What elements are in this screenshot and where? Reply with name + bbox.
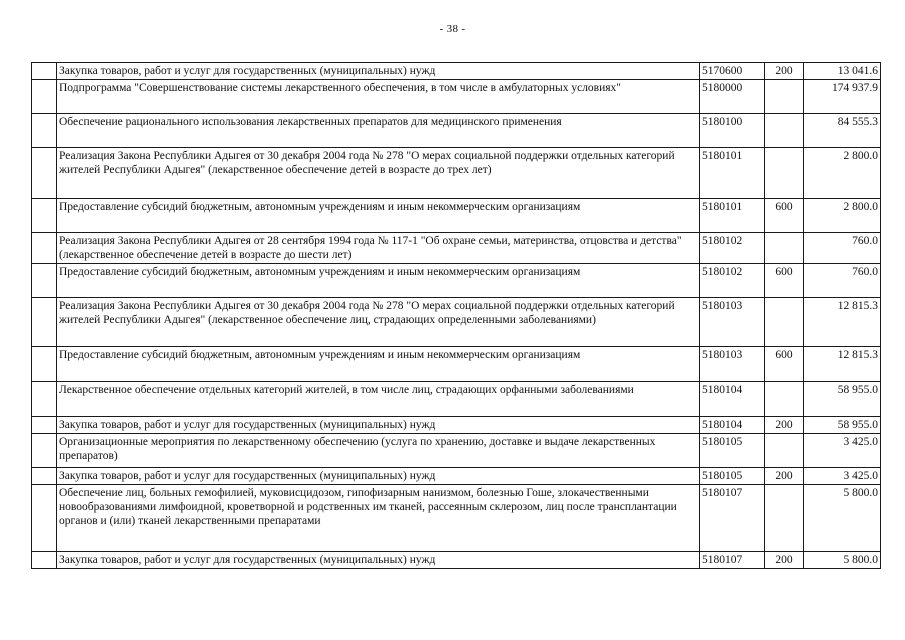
- item-name: Организационные мероприятия по лекарственному обеспечению (услуга по хранению, доставке и выдаче лекарственных препаратов): [57, 434, 700, 468]
- row-marker-cell: [32, 199, 57, 233]
- target-code: 5180102: [700, 233, 765, 264]
- expense-kind: 200: [765, 417, 804, 434]
- amount: 12 815.3: [804, 347, 881, 382]
- amount: 760.0: [804, 233, 881, 264]
- target-code: 5180105: [700, 434, 765, 468]
- table-row: [32, 199, 881, 233]
- item-name: Закупка товаров, работ и услуг для государственных (муниципальных) нужд: [57, 417, 700, 434]
- row-marker-cell: [32, 382, 57, 417]
- amount: 58 955.0: [804, 382, 881, 417]
- table-row: [32, 552, 881, 569]
- expense-kind: [765, 233, 804, 264]
- target-code: 5180103: [700, 298, 765, 347]
- table-row: [32, 114, 881, 148]
- row-marker-cell: [32, 552, 57, 569]
- target-code: 5180101: [700, 148, 765, 199]
- table-row: [32, 434, 881, 468]
- amount: 12 815.3: [804, 298, 881, 347]
- target-code: 5180107: [700, 552, 765, 569]
- item-name: Предоставление субсидий бюджетным, автономным учреждениям и иным некоммерческим организациям: [57, 347, 700, 382]
- table-row: [32, 63, 881, 80]
- target-code: 5170600: [700, 63, 765, 80]
- expense-kind: 600: [765, 264, 804, 298]
- table-row: [32, 347, 881, 382]
- amount: 3 425.0: [804, 468, 881, 485]
- amount: 5 800.0: [804, 552, 881, 569]
- table-row: [32, 298, 881, 347]
- amount: 174 937.9: [804, 80, 881, 114]
- row-marker-cell: [32, 148, 57, 199]
- row-marker-cell: [32, 468, 57, 485]
- item-name: Обеспечение лиц, больных гемофилией, муковисцидозом, гипофизарным нанизмом, болезнью Гоше, злокачественными новообразованиями лимфоидной, кроветворной и родственных им тканей, рассеянным склерозом, лиц после трансплантации органов и (или) тканей лекарственными препаратами: [57, 485, 700, 552]
- amount: 5 800.0: [804, 485, 881, 552]
- item-name: Реализация Закона Республики Адыгея от 30 декабря 2004 года № 278 "О мерах социальной поддержки отдельных категорий жителей Республики Адыгея" (лекарственное обеспечение детей в возрасте до трех лет): [57, 148, 700, 199]
- table-row: [32, 80, 881, 114]
- expense-kind: [765, 114, 804, 148]
- table-row: [32, 417, 881, 434]
- expense-kind: 600: [765, 199, 804, 233]
- item-name: Закупка товаров, работ и услуг для государственных (муниципальных) нужд: [57, 63, 700, 80]
- amount: 84 555.3: [804, 114, 881, 148]
- item-name: Предоставление субсидий бюджетным, автономным учреждениям и иным некоммерческим организациям: [57, 199, 700, 233]
- row-marker-cell: [32, 434, 57, 468]
- row-marker-cell: [32, 417, 57, 434]
- budget-table: [31, 62, 881, 569]
- amount: 2 800.0: [804, 148, 881, 199]
- item-name: Закупка товаров, работ и услуг для государственных (муниципальных) нужд: [57, 468, 700, 485]
- target-code: 5180000: [700, 80, 765, 114]
- target-code: 5180101: [700, 199, 765, 233]
- table-row: [32, 468, 881, 485]
- expense-kind: [765, 298, 804, 347]
- target-code: 5180103: [700, 347, 765, 382]
- expense-kind: [765, 485, 804, 552]
- item-name: Закупка товаров, работ и услуг для государственных (муниципальных) нужд: [57, 552, 700, 569]
- row-marker-cell: [32, 233, 57, 264]
- expense-kind: 600: [765, 347, 804, 382]
- page-number: - 38 -: [439, 23, 466, 35]
- row-marker-cell: [32, 80, 57, 114]
- expense-kind: [765, 148, 804, 199]
- table-row: [32, 233, 881, 264]
- table-row: [32, 382, 881, 417]
- expense-kind: 200: [765, 63, 804, 80]
- table-row: [32, 485, 881, 552]
- item-name: Лекарственное обеспечение отдельных категорий жителей, в том числе лиц, страдающих орфанными заболеваниями: [57, 382, 700, 417]
- amount: 13 041.6: [804, 63, 881, 80]
- expense-kind: [765, 80, 804, 114]
- amount: 2 800.0: [804, 199, 881, 233]
- target-code: 5180105: [700, 468, 765, 485]
- table-row: [32, 148, 881, 199]
- expense-kind: [765, 434, 804, 468]
- row-marker-cell: [32, 63, 57, 80]
- item-name: Реализация Закона Республики Адыгея от 28 сентября 1994 года № 117-1 "Об охране семьи, материнства, отцовства и детства" (лекарственное обеспечение детей в возрасте до шести лет): [57, 233, 700, 264]
- target-code: 5180100: [700, 114, 765, 148]
- expense-kind: 200: [765, 552, 804, 569]
- expense-kind: [765, 382, 804, 417]
- row-marker-cell: [32, 114, 57, 148]
- row-marker-cell: [32, 485, 57, 552]
- amount: 3 425.0: [804, 434, 881, 468]
- target-code: 5180102: [700, 264, 765, 298]
- amount: 58 955.0: [804, 417, 881, 434]
- target-code: 5180104: [700, 382, 765, 417]
- item-name: Реализация Закона Республики Адыгея от 30 декабря 2004 года № 278 "О мерах социальной поддержки отдельных категорий жителей Республики Адыгея" (лекарственное обеспечение лиц, страдающих определенными заболеваниями): [57, 298, 700, 347]
- table-row: [32, 264, 881, 298]
- row-marker-cell: [32, 264, 57, 298]
- item-name: Подпрограмма "Совершенствование системы лекарственного обеспечения, в том числе в амбулаторных условиях": [57, 80, 700, 114]
- item-name: Обеспечение рационального использования лекарственных препаратов для медицинского применения: [57, 114, 700, 148]
- target-code: 5180104: [700, 417, 765, 434]
- target-code: 5180107: [700, 485, 765, 552]
- item-name: Предоставление субсидий бюджетным, автономным учреждениям и иным некоммерческим организациям: [57, 264, 700, 298]
- expense-kind: 200: [765, 468, 804, 485]
- amount: 760.0: [804, 264, 881, 298]
- row-marker-cell: [32, 347, 57, 382]
- row-marker-cell: [32, 298, 57, 347]
